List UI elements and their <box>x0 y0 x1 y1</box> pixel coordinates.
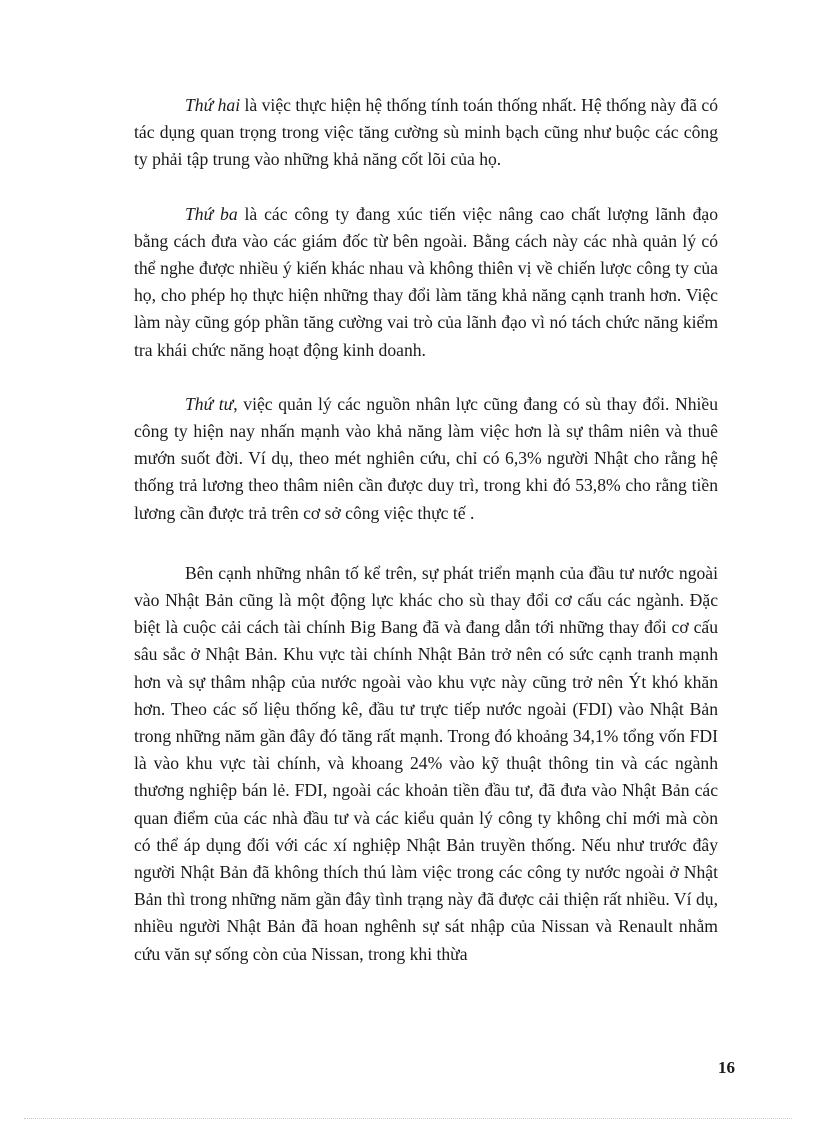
paragraph-thu-ba <box>134 201 718 364</box>
body-text <box>134 92 718 968</box>
paragraph-text: , việc quản lý các nguồn nhân lực cũng đang có sù thay đổi. Nhiều công ty hiện nay nhấn mạnh vào khả năng làm việc hơn là sự thâm niên và thuê mướn suốt đời. Ví dụ, theo mét nghiên cứu, chỉ có 6,3% người Nhật cho rằng hệ thống trả lương theo thâm niên cần được duy trì, trong khi đó 53,8% cho rằng tiền lương cần được trả trên cơ sở công việc thực tế . <box>134 393 719 523</box>
paragraph-text: Bên cạnh những nhân tố kể trên, sự phát triển mạnh của đầu tư nước ngoài vào Nhật Bản cũng là một động lực khác cho sù thay đổi cơ cấu các ngành. Đặc biệt là cuộc cải cách tài chính Big Bang đã và đang dẫn tới những thay đổi cơ cấu sâu sắc ở Nhật Bản. Khu vực tài chính Nhật Bản trở nên có sức cạnh tranh mạnh hơn và sự thâm nhập của nước ngoài vào khu vực này cũng trở nên Ýt khó khăn hơn. Theo các số liệu thống kê, đầu tư trực tiếp nước ngoài (FDI) vào Nhật Bản trong những năm gần đây đó tăng rất mạnh. Trong đó khoảng 34,1% tổng vốn FDI là vào khu vực tài chính, và khoang 24% vào kỹ thuật thông tin và các ngành thương nghiệp bán lẻ. FDI, ngoài các khoản tiền đầu tư, đã đưa vào Nhật Bản các quan điểm của các nhà đầu tư và các kiểu quản lý công ty không chỉ mới mà còn có thể áp dụng đối với các xí nghiệp Nhật Bản truyền thống. Nếu như trước đây người Nhật Bản đã không thích thú làm việc trong các công ty nước ngoài ở Nhật Bản thì trong những năm gần đây tình trạng này đã được cải thiện rất nhiều. Ví dụ, nhiều người Nhật Bản đã hoan nghênh sự sát nhập của Nissan và Renault nhằm cứu văn sự sống còn của Nissan, trong khi thừa <box>134 562 718 964</box>
paragraph-lead: Thứ ba <box>185 203 238 224</box>
paragraph-spacer <box>134 174 718 201</box>
page-number: 16 <box>718 1058 735 1077</box>
paragraph-text: là việc thực hiện hệ thống tính toán thống nhất. Hệ thống này đã có tác dụng quan trọng trong việc tăng cường sù minh bạch cũng như buộc các công ty phải tập trung vào những khả năng cốt lõi của họ. <box>134 95 719 170</box>
footer-divider <box>24 1118 792 1119</box>
paragraph-lead: Thứ hai <box>185 95 241 115</box>
paragraph-ben-canh <box>134 560 718 968</box>
paragraph-thu-hai <box>134 92 718 174</box>
paragraph-spacer <box>134 364 718 391</box>
paragraph-spacer <box>134 527 718 560</box>
paragraph-thu-tu <box>134 391 718 527</box>
paragraph-text: là các công ty đang xúc tiến việc nâng cao chất lượng lãnh đạo bằng cách đưa vào các giám đốc từ bên ngoài. Bằng cách này các nhà quản lý có thể nghe được nhiều ý kiến khác nhau và không thiên vị về chiến lược công ty của họ, cho phép họ thực hiện những thay đổi làm tăng khả năng cạnh tranh hơn. Việc làm này cũng góp phần tăng cường vai trò của lãnh đạo vì nó tách chức năng kiểm tra khái chức năng hoạt động kinh doanh. <box>134 203 718 360</box>
paragraph-lead: Thứ tư <box>185 393 234 414</box>
